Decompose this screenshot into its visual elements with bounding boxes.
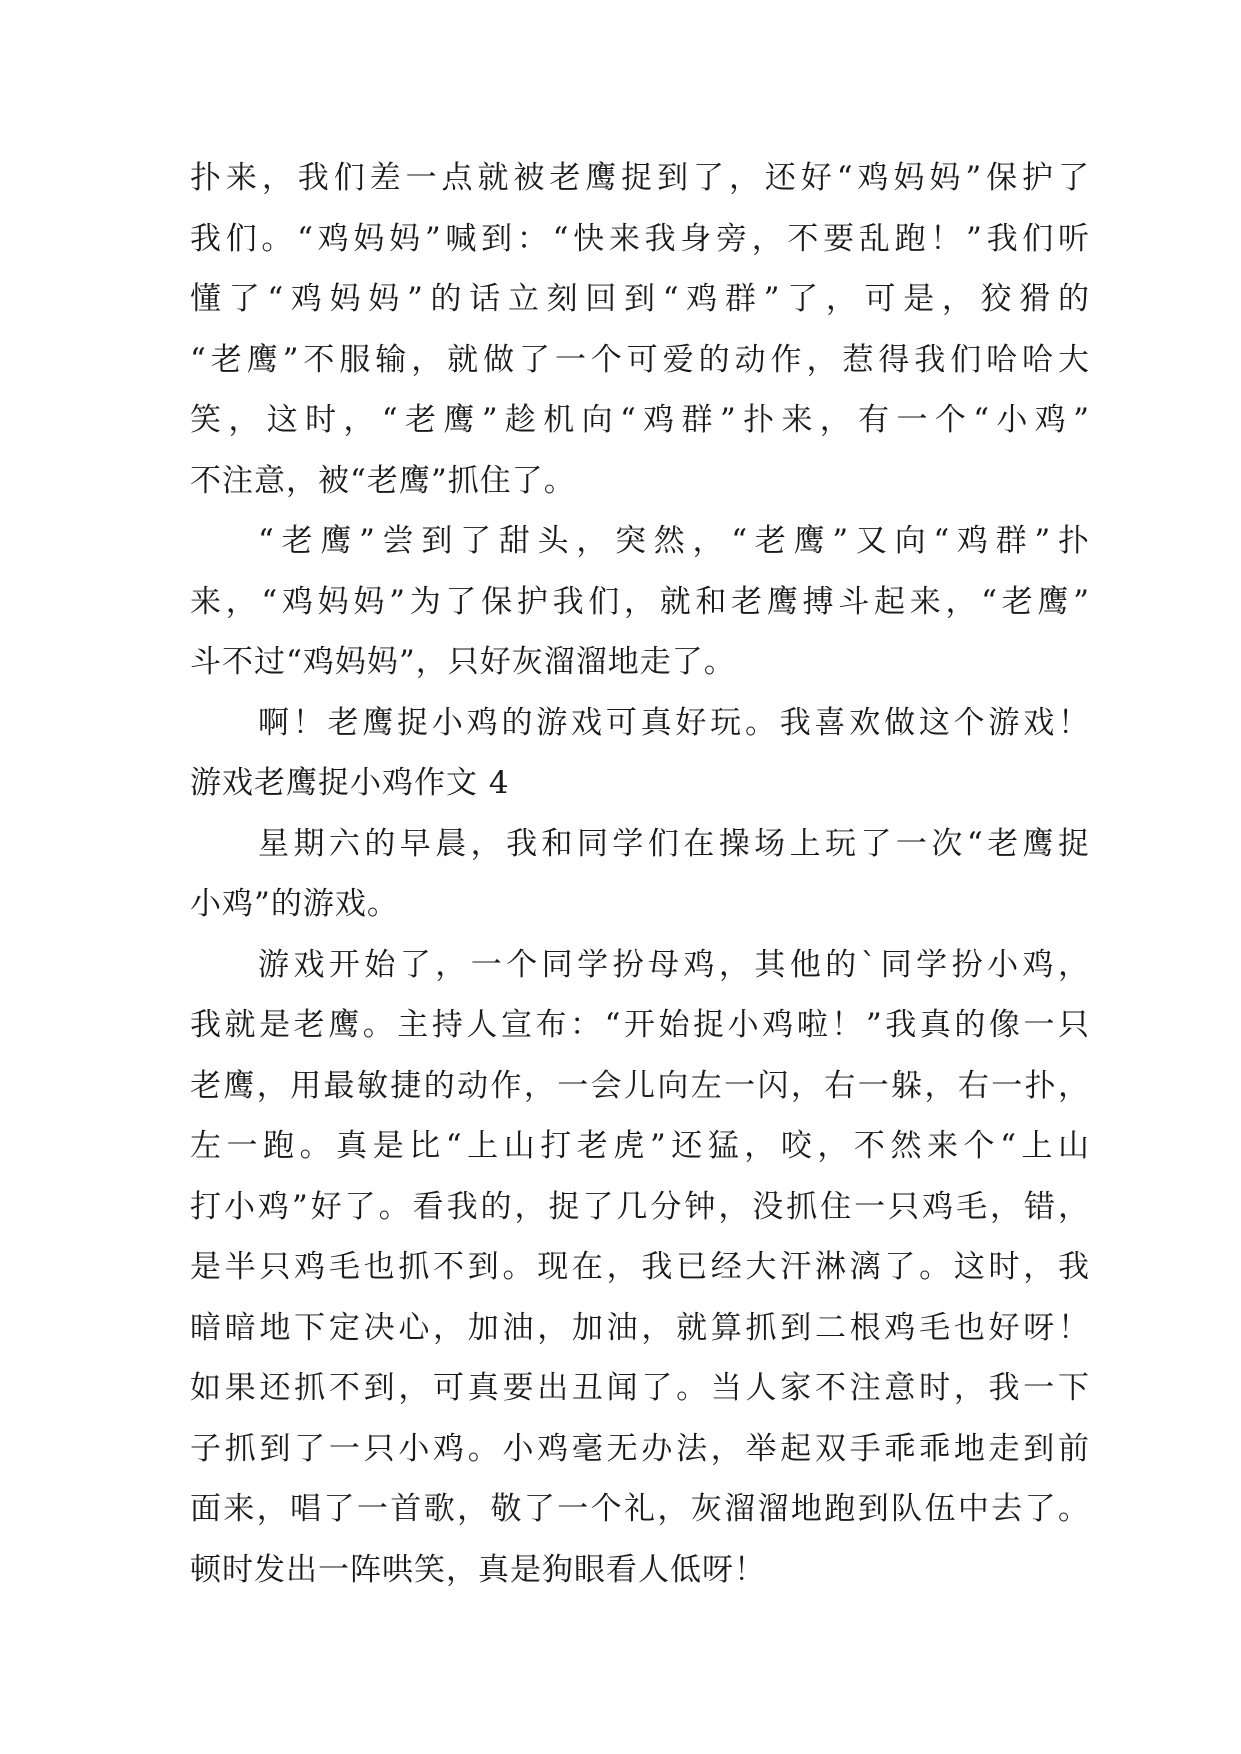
text-line: 左一跑。真是比“上山打老虎”还猛，咬，不然来个“上山 (190, 1128, 1090, 1164)
text-line: 我们。“鸡妈妈”喊到：“快来我身旁，不要乱跑！”我们听 (190, 220, 1090, 257)
text-line: 啊！老鹰捉小鸡的游戏可真好玩。我喜欢做这个游戏！ (258, 704, 1090, 741)
text-line: 子抓到了一只小鸡。小鸡毫无办法，举起双手乖乖地走到前 (190, 1430, 1090, 1467)
text-line: 小鸡”的游戏。 (190, 886, 399, 922)
text-line: “老鹰”尝到了甜头，突然，“老鹰”又向“鸡群”扑 (258, 523, 1090, 559)
text-line: 面来，唱了一首歌，敬了一个礼，灰溜溜地跑到队伍中去了。 (190, 1491, 1090, 1527)
text-line: 我就是老鹰。主持人宣布：“开始捉小鸡啦！”我真的像一只 (190, 1007, 1090, 1043)
text-line: 懂了“鸡妈妈”的话立刻回到“鸡群”了，可是，狡猾的 (190, 281, 1090, 317)
text-line: 笑，这时，“老鹰”趁机向“鸡群”扑来，有一个“小鸡” (190, 402, 1090, 438)
essay-body (190, 148, 1090, 1600)
text-line: 扑来，我们差一点就被老鹰捉到了，还好“鸡妈妈”保护了 (190, 160, 1090, 196)
text-line: 老鹰，用最敏捷的动作，一会儿向左一闪，右一躲，右一扑， (190, 1067, 1090, 1104)
text-line: 星期六的早晨，我和同学们在操场上玩了一次“老鹰捉 (258, 825, 1090, 862)
text-line: 斗不过“鸡妈妈”，只好灰溜溜地走了。 (190, 644, 736, 680)
section-heading: 游戏老鹰捉小鸡作文 4 (190, 765, 510, 801)
text-line: 如果还抓不到，可真要出丑闻了。当人家不注意时，我一下 (190, 1370, 1090, 1406)
text-line: 顿时发出一阵哄笑，真是狗眼看人低呀！ (190, 1551, 766, 1588)
text-line: 暗暗地下定决心，加油，加油，就算抓到二根鸡毛也好呀！ (190, 1309, 1090, 1346)
text-line: 不注意，被“老鹰”抓住了。 (190, 462, 576, 499)
text-line: 来，“鸡妈妈”为了保护我们，就和老鹰搏斗起来，“老鹰” (190, 583, 1090, 620)
text-line: 游戏开始了，一个同学扮母鸡，其他的`同学扮小鸡， (258, 946, 1090, 983)
text-line: “老鹰”不服输，就做了一个可爱的动作，惹得我们哈哈大 (190, 341, 1090, 378)
text-line: 是半只鸡毛也抓不到。现在，我已经大汗淋漓了。这时，我 (190, 1249, 1090, 1285)
text-line: 打小鸡”好了。看我的，捉了几分钟，没抓住一只鸡毛，错， (190, 1188, 1090, 1225)
